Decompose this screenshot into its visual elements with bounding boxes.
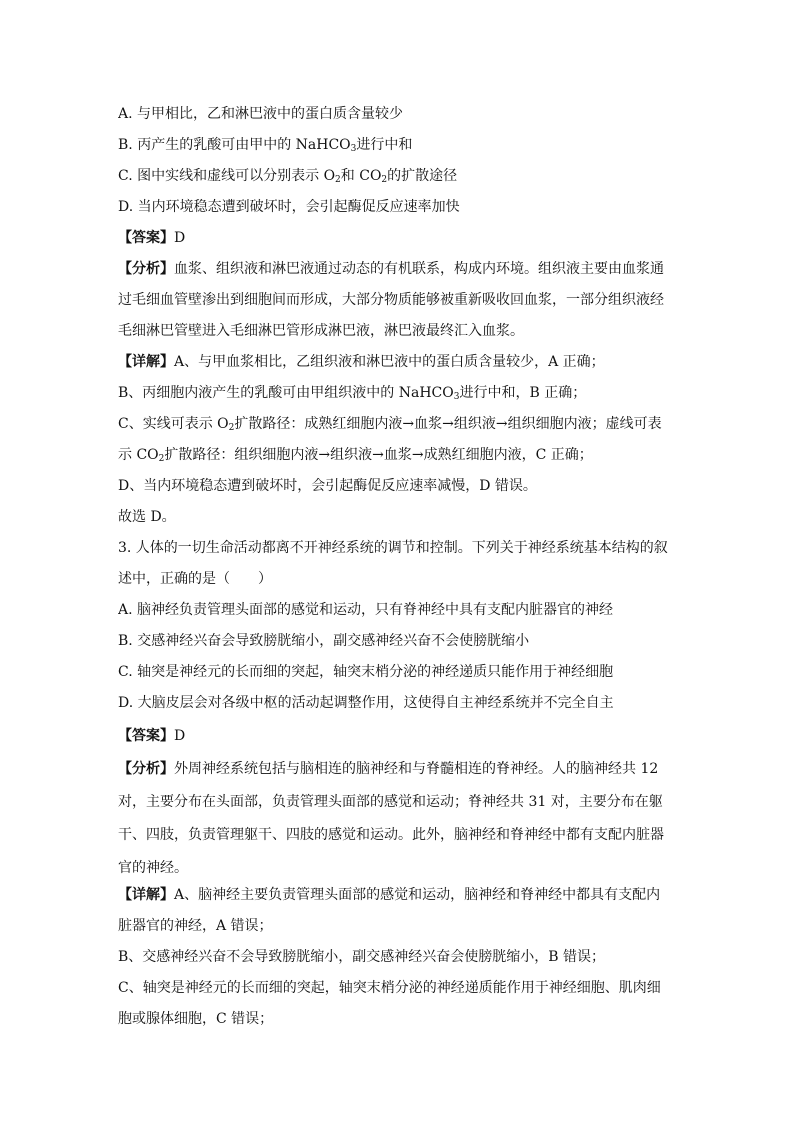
detail-text: 示 CO — [118, 447, 159, 463]
subscript: 3 — [350, 144, 357, 154]
detail-text: A、脑神经主要负责管理头面部的感觉和运动，脑神经和脊神经中都具有支配内 — [174, 887, 661, 903]
detail-text-end: 扩散路径：组织细胞内液→组织液→血浆→成熟红细胞内液，C 正确； — [164, 447, 593, 463]
q3-stem-line-1 — [118, 538, 678, 558]
analysis-text: 血浆、组织液和淋巴液通过动态的有机联系，构成内环境。组织液主要由血浆通 — [174, 261, 664, 277]
detail-text: B、交感神经兴奋不会导致膀胱缩小，副交感神经兴奋会使膀胱缩小，B 错误； — [118, 949, 606, 965]
q2-detail-a — [118, 352, 678, 372]
subscript: 2 — [158, 454, 165, 464]
answer-value: D — [174, 230, 186, 246]
detail-text: C、实线可表示 O — [118, 416, 229, 432]
q3-detail-c-line-2 — [118, 1009, 678, 1029]
analysis-text: 过毛细血管壁渗出到细胞间而形成，大部分物质能够被重新吸收回血浆，一部分组织液经 — [118, 292, 664, 308]
analysis-label: 【分析】 — [118, 761, 174, 777]
detail-text: C、轴突是神经元的长而细的突起，轴突末梢分泌的神经递质能作用于神经细胞、肌肉细 — [118, 980, 661, 996]
q2-option-b-text: B. 丙产生的乳酸可由甲中的 NaHCO — [118, 137, 351, 153]
q3-option-d-text: D. 大脑皮层会对各级中枢的活动起调整作用，这使得自主神经系统并不完全自主 — [118, 695, 614, 711]
detail-text: 胞或腺体细胞，C 错误； — [118, 1011, 274, 1027]
q2-option-a-text: A. 与甲相比，乙和淋巴液中的蛋白质含量较少 — [118, 106, 404, 122]
q2-option-c-text: C. 图中实线和虚线可以分别表示 O — [118, 168, 336, 184]
subscript: 2 — [381, 175, 388, 185]
q2-option-c-text-mid: 和 CO — [340, 168, 382, 184]
detail-text: 脏器官的神经，A 错误； — [118, 918, 273, 934]
q3-detail-a-line-2 — [118, 916, 678, 936]
q3-stem-line-2 — [118, 569, 678, 589]
detail-label: 【详解】 — [118, 887, 174, 903]
q2-option-d — [118, 197, 678, 217]
q3-analysis-line-3 — [118, 825, 678, 845]
q2-option-d-text: D. 当内环境稳态遭到破坏时，会引起酶促反应速率加快 — [118, 199, 460, 215]
q3-analysis-line-4 — [118, 858, 678, 878]
q3-option-b-text: B. 交感神经兴奋会导致膀胱缩小，副交感神经兴奋不会使膀胱缩小 — [118, 633, 530, 649]
analysis-text: 毛细淋巴管壁进入毛细淋巴管形成淋巴液，淋巴液最终汇入血浆。 — [118, 323, 524, 339]
detail-label: 【详解】 — [118, 354, 174, 370]
detail-text: A、与甲血浆相比，乙组织液和淋巴液中的蛋白质含量较少，A 正确； — [174, 354, 605, 370]
q2-detail-c-line-1 — [118, 414, 678, 434]
subscript: 2 — [228, 423, 235, 433]
subscript: 2 — [335, 175, 341, 185]
q2-detail-b — [118, 383, 678, 403]
q2-answer — [118, 228, 678, 248]
answer-label: 【答案】 — [118, 230, 174, 246]
q2-option-c-text-end: 的扩散途径 — [387, 168, 458, 184]
q2-choose — [118, 507, 678, 527]
q3-option-b — [118, 631, 678, 651]
question-stem: 述中，正确的是（ ） — [118, 571, 272, 587]
q3-option-d — [118, 693, 678, 713]
q2-analysis-line-1 — [118, 259, 678, 279]
detail-text-end: 扩散路径：成熟红细胞内液→血浆→组织液→组织细胞内液；虚线可表 — [234, 416, 662, 432]
q3-option-a-text: A. 脑神经负责管理头面部的感觉和运动，只有脊神经中具有支配内脏器官的神经 — [118, 602, 614, 618]
analysis-text: 干、四肢，负责管理躯干、四肢的感觉和运动。此外，脑神经和脊神经中都有支配内脏器 — [118, 827, 664, 843]
q2-analysis-line-2 — [118, 290, 678, 310]
q2-option-b-text-end: 进行中和 — [356, 137, 413, 153]
answer-value: D — [174, 728, 186, 744]
q2-option-b — [118, 135, 678, 155]
q2-option-a — [118, 104, 678, 124]
q3-analysis-line-2 — [118, 792, 678, 812]
q2-detail-c-line-2 — [118, 445, 678, 465]
q2-option-c — [118, 166, 678, 186]
question-stem: 3. 人体的一切生命活动都离不开神经系统的调节和控制。下列关于神经系统基本结构的叙 — [118, 540, 668, 556]
detail-text: B、丙细胞内液产生的乳酸可由甲组织液中的 NaHCO — [118, 385, 454, 401]
q3-detail-c-line-1 — [118, 978, 678, 998]
q2-detail-d — [118, 476, 678, 496]
q3-detail-b — [118, 947, 678, 967]
analysis-text: 对，主要分布在头面部，负责管理头面部的感觉和运动；脊神经共 31 对，主要分布在躯 — [118, 794, 663, 810]
subscript: 3 — [453, 392, 460, 402]
choose-text: 故选 D。 — [118, 509, 176, 525]
detail-text-end: 进行中和，B 正确； — [459, 385, 587, 401]
q3-option-a — [118, 600, 678, 620]
q3-option-c-text: C. 轴突是神经元的长而细的突起，轴突末梢分泌的神经递质只能作用于神经细胞 — [118, 664, 614, 680]
analysis-label: 【分析】 — [118, 261, 174, 277]
q3-answer — [118, 726, 678, 746]
q3-analysis-line-1 — [118, 759, 678, 779]
analysis-text: 外周神经系统包括与脑相连的脑神经和与脊髓相连的脊神经。人的脑神经共 12 — [174, 761, 659, 777]
answer-label: 【答案】 — [118, 728, 174, 744]
detail-text: D、当内环境稳态遭到破坏时，会引起酶促反应速率减慢，D 错误。 — [118, 478, 537, 494]
q3-detail-a-line-1 — [118, 885, 678, 905]
analysis-text: 官的神经。 — [118, 860, 188, 876]
q3-option-c — [118, 662, 678, 682]
q2-analysis-line-3 — [118, 321, 678, 341]
